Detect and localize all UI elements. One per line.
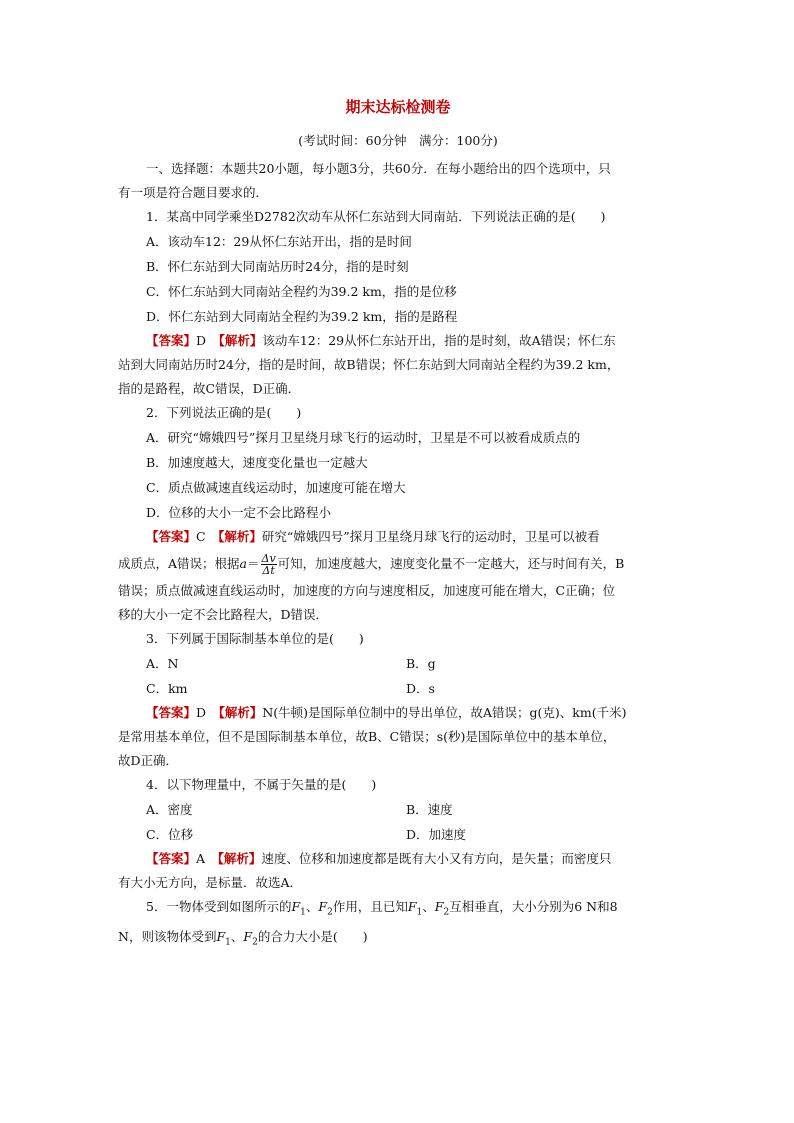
answer-tag: 【答案】 bbox=[146, 529, 197, 544]
question-3-option-b: B．g bbox=[406, 656, 436, 671]
answer-tag: 【答案】 bbox=[146, 851, 197, 866]
analysis-tag: 【解析】 bbox=[218, 333, 263, 348]
formula-denominator: Δt bbox=[262, 564, 275, 577]
question-2-option-b: B．加速度越大，速度变化量也一定越大 bbox=[146, 455, 368, 470]
question-1-answer: D bbox=[196, 333, 207, 348]
question-4-explanation-line2: 有大小无方向，是标量．故选A． bbox=[118, 875, 303, 890]
question-4-option-d: D．加速度 bbox=[406, 827, 467, 842]
question-2-option-a: A．研究“嫦娥四号”探月卫星绕月球飞行的运动时，卫星是不可以被看成质点的 bbox=[146, 430, 581, 445]
question-3-explanation-line2: 是常用基本单位，但不是国际制基本单位，故B、C错误；s(秒)是国际单位中的基本单位， bbox=[118, 729, 616, 744]
question-4-stem: 4．以下物理量中，不属于矢量的是( ) bbox=[146, 777, 377, 792]
question-4-option-c: C．位移 bbox=[146, 827, 194, 842]
question-5-stem-line1: 5．一物体受到如图所示的$F_1$、$F_2$作用，且已知$F_1$、$F_2$互相垂直，大小分别为6 N和8 bbox=[146, 899, 618, 918]
question-4-explanation-line1 bbox=[118, 847, 678, 871]
formula-numerator: Δv bbox=[261, 552, 276, 565]
question-1-explanation-line3: 指的是路程，故C错误，D正确． bbox=[118, 381, 301, 396]
question-2-explanation-line2: 成质点，A错误；根据a＝ $\frac{\Delta v}{\Delta t}$ 可知，加速度越大，速度变化量不一定越大，还与时间有关，B bbox=[118, 552, 625, 577]
question-3-explanation-line1 bbox=[118, 701, 678, 725]
question-1-option-c: C．怀仁东站到大同南站全程约为39.2 km，指的是位移 bbox=[146, 284, 457, 299]
question-2-explanation-line3: 错误；质点做减速直线运动时，加速度的方向与速度相反，加速度可能在增大，C正确；位 bbox=[118, 583, 616, 598]
exam-info: (考试时间：60分钟 满分：100分) bbox=[298, 133, 498, 148]
answer-tag: 【答案】 bbox=[146, 705, 197, 720]
question-3-option-c: C．km bbox=[146, 681, 188, 696]
question-2-option-c: C．质点做减速直线运动时，加速度可能在增大 bbox=[146, 480, 406, 495]
analysis-tag: 【解析】 bbox=[218, 529, 262, 544]
page-title: 期末达标检测卷 bbox=[345, 98, 451, 116]
question-1-option-d: D．怀仁东站到大同南站全程约为39.2 km，指的是路程 bbox=[146, 309, 458, 324]
question-2-explanation-text: 研究“嫦娥四号”探月卫星绕月球飞行的运动时，卫星可以被看 bbox=[261, 529, 600, 544]
question-3-option-a: A．N bbox=[146, 656, 179, 671]
question-4-explanation-text: 速度、位移和加速度都是既有大小又有方向，是矢量；而密度只 bbox=[261, 851, 612, 866]
exam-page bbox=[118, 96, 678, 954]
question-1-explanation-line1 bbox=[118, 329, 678, 353]
question-3-option-d: D．s bbox=[406, 681, 435, 696]
question-2-explanation-line1 bbox=[118, 525, 678, 549]
question-2-explanation-line4: 移的大小一定不会比路程大，D错误． bbox=[118, 607, 329, 622]
question-4-answer: A bbox=[196, 851, 206, 866]
question-3-options-row1 bbox=[118, 651, 678, 676]
analysis-tag: 【解析】 bbox=[218, 705, 263, 720]
question-1-stem: 1．某高中同学乘坐D2782次动车从怀仁东站到大同南站．下列说法正确的是( ) bbox=[146, 209, 606, 224]
formula-equals: ＝ bbox=[246, 556, 260, 571]
question-3-explanation-line3: 故D正确． bbox=[118, 753, 179, 768]
question-2-option-d: D．位移的大小一定不会比路程小 bbox=[146, 505, 332, 520]
section-instructions-line1: 一、选择题：本题共20小题，每小题3分，共60分．在每小题给出的四个选项中，只 bbox=[146, 161, 611, 176]
question-1-explanation-line2: 站到大同南站历时24分，指的是时间，故B错误；怀仁东站到大同南站全程约为39.2 km， bbox=[118, 357, 620, 372]
question-3-explanation-text: N(牛顿)是国际单位制中的导出单位，故A错误；g(克)、km(千米) bbox=[262, 705, 627, 720]
question-1-option-a: A．该动车12：29从怀仁东站开出，指的是时间 bbox=[146, 234, 412, 249]
analysis-tag: 【解析】 bbox=[217, 851, 262, 866]
question-4-option-b: B．速度 bbox=[406, 802, 453, 817]
question-3-answer: D bbox=[196, 705, 207, 720]
question-1-option-b: B．怀仁东站到大同南站历时24分，指的是时刻 bbox=[146, 259, 409, 274]
answer-tag: 【答案】 bbox=[146, 333, 197, 348]
question-3-stem: 3．下列属于国际制基本单位的是( ) bbox=[146, 631, 364, 646]
question-3-options-row2 bbox=[118, 676, 678, 701]
question-4-option-a: A．密度 bbox=[146, 802, 193, 817]
section-instructions-line2: 有一项是符合题目要求的． bbox=[118, 185, 269, 200]
acceleration-formula-fraction bbox=[261, 553, 277, 576]
question-2-stem: 2．下列说法正确的是( ) bbox=[146, 405, 302, 420]
formula-a: a bbox=[239, 556, 247, 571]
question-4-options-row1 bbox=[118, 797, 678, 822]
question-1-explanation-text: 该动车12：29从怀仁东站开出，指的是时刻，故A错误；怀仁东 bbox=[262, 333, 616, 348]
question-5-stem-line2: N，则该物体受到$F_1$、$F_2$的合力大小是( ) bbox=[118, 928, 368, 947]
question-4-options-row2 bbox=[118, 822, 678, 847]
question-2-answer: C bbox=[196, 529, 206, 544]
